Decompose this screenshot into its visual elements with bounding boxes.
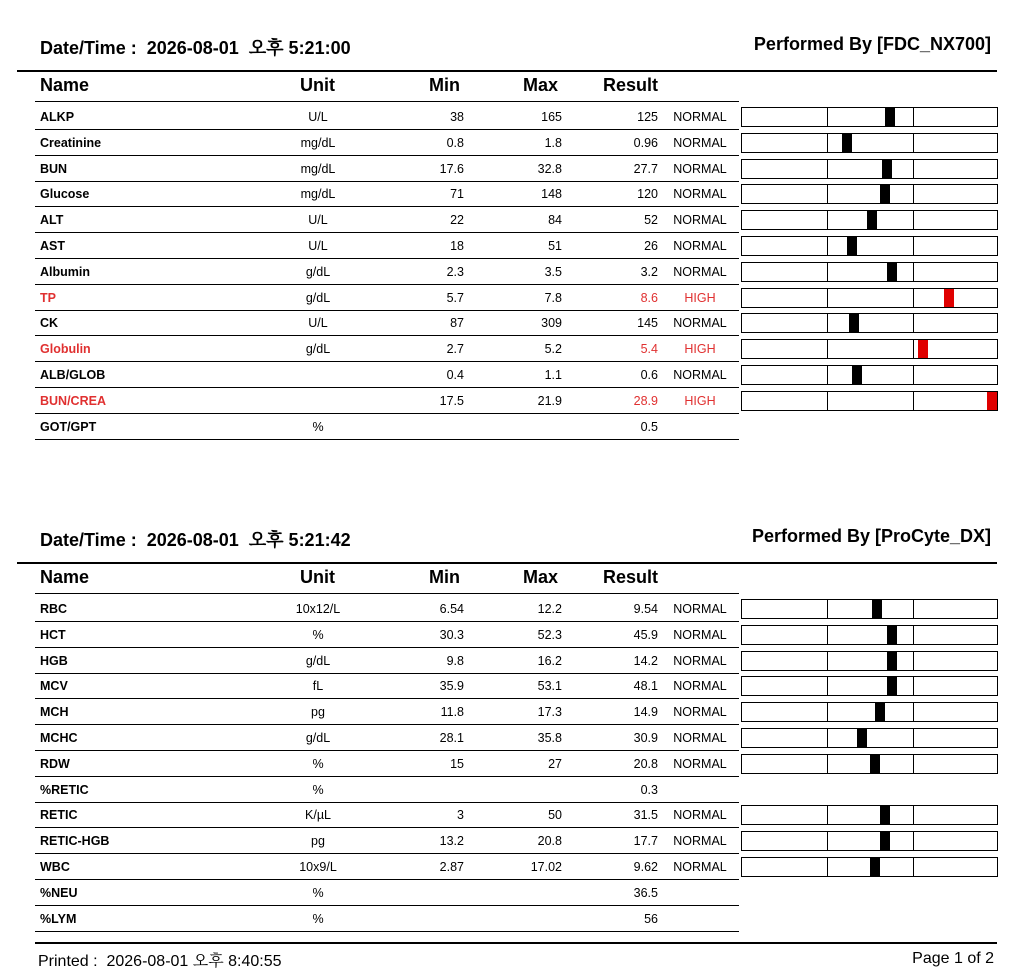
- test-result: 9.54: [633, 602, 658, 616]
- test-result: 56: [644, 911, 658, 926]
- gauge-low-divider: [827, 600, 828, 618]
- range-min: 0.4: [446, 368, 464, 382]
- test-name: RETIC-HGB: [40, 834, 110, 849]
- gauge-low-divider: [827, 677, 828, 695]
- gauge-high-divider: [913, 314, 914, 332]
- range-min: 15: [450, 756, 464, 771]
- gauge-marker: [944, 289, 954, 307]
- gauge-low-divider: [827, 185, 828, 203]
- col-header-name: Name: [40, 567, 90, 587]
- test-unit: mg/dL: [300, 135, 336, 150]
- gauge-marker: [887, 677, 897, 695]
- gauge-low-divider: [827, 160, 828, 178]
- test-name: BUN/CREA: [40, 393, 106, 408]
- result-flag: HIGH: [684, 290, 716, 305]
- test-name: HGB: [40, 653, 68, 668]
- gauge-high-divider: [913, 600, 914, 618]
- result-flag: NORMAL: [673, 705, 727, 720]
- gauge-low-divider: [827, 314, 828, 332]
- range-max: 17.02: [530, 860, 562, 874]
- range-min: 2.87: [439, 860, 464, 874]
- gauge-high-divider: [913, 211, 914, 229]
- result-flag: NORMAL: [673, 756, 727, 771]
- result-flag: NORMAL: [673, 135, 727, 150]
- test-result: 14.2: [633, 653, 658, 668]
- gauge-low-divider: [827, 289, 828, 307]
- test-name: ALB/GLOB: [40, 368, 106, 382]
- test-result: 120: [637, 187, 658, 202]
- test-result: 52: [644, 213, 658, 228]
- range-gauge: [741, 728, 998, 748]
- test-unit: 10x12/L: [295, 602, 341, 616]
- row-divider: [35, 931, 739, 932]
- table-row: [0, 182, 1024, 207]
- test-name: ALT: [40, 213, 64, 228]
- result-flag: NORMAL: [673, 213, 727, 228]
- result-flag: NORMAL: [673, 627, 727, 642]
- test-unit: fL: [312, 679, 324, 694]
- range-gauge: [741, 313, 998, 333]
- col-header-max: Max: [523, 75, 559, 95]
- range-min: 28.1: [439, 731, 464, 745]
- gauge-high-divider: [913, 392, 914, 410]
- gauge-marker: [887, 263, 897, 281]
- range-gauge: [741, 365, 998, 385]
- gauge-high-divider: [913, 729, 914, 747]
- test-name: MCHC: [40, 731, 78, 745]
- table-row: [0, 311, 1024, 336]
- test-name: GOT/GPT: [40, 419, 97, 434]
- test-name: MCV: [40, 679, 68, 694]
- range-min: 22: [450, 213, 464, 228]
- table-row: [0, 286, 1024, 311]
- test-name: CK: [40, 316, 59, 331]
- gauge-high-divider: [913, 652, 914, 670]
- range-gauge: [741, 210, 998, 230]
- table-row: [0, 363, 1024, 388]
- result-flag: NORMAL: [673, 834, 727, 849]
- gauge-marker: [857, 729, 867, 747]
- gauge-high-divider: [913, 289, 914, 307]
- test-result: 3.2: [640, 264, 658, 279]
- range-max: 21.9: [537, 393, 562, 408]
- test-unit: mg/dL: [300, 161, 336, 176]
- test-result: 145: [637, 316, 658, 331]
- range-max: 5.2: [544, 342, 562, 357]
- col-header-min: Min: [429, 567, 460, 587]
- test-unit: %: [312, 782, 324, 797]
- test-result: 125: [637, 110, 658, 124]
- range-min: 30.3: [439, 627, 464, 642]
- range-min: [380, 881, 464, 906]
- gauge-high-divider: [913, 703, 914, 721]
- gauge-marker: [870, 755, 880, 773]
- gauge-low-divider: [827, 108, 828, 126]
- range-gauge: [741, 236, 998, 256]
- table-row: [0, 674, 1024, 699]
- gauge-marker: [885, 108, 895, 126]
- result-flag: NORMAL: [673, 731, 727, 745]
- gauge-low-divider: [827, 858, 828, 876]
- range-min: 17.6: [439, 161, 464, 176]
- test-unit: [268, 389, 368, 414]
- test-name: %LYM: [40, 911, 77, 926]
- gauge-low-divider: [827, 703, 828, 721]
- test-unit: %: [312, 911, 324, 926]
- range-min: [380, 778, 464, 803]
- range-max: 309: [541, 316, 562, 331]
- range-max: 53.1: [537, 679, 562, 694]
- gauge-high-divider: [913, 237, 914, 255]
- range-gauge: [741, 754, 998, 774]
- test-name: BUN: [40, 161, 68, 176]
- range-gauge: [741, 391, 998, 411]
- result-flag: NORMAL: [673, 187, 727, 202]
- gauge-low-divider: [827, 237, 828, 255]
- gauge-low-divider: [827, 729, 828, 747]
- range-min: [380, 907, 464, 932]
- table-row: [0, 855, 1024, 880]
- range-max: [470, 907, 562, 932]
- table-row: [0, 623, 1024, 648]
- report-section: [0, 522, 1024, 952]
- test-result: 9.62: [633, 860, 658, 874]
- gauge-high-divider: [913, 832, 914, 850]
- test-result: 30.9: [633, 731, 658, 745]
- gauge-marker: [875, 703, 885, 721]
- table-row: [0, 803, 1024, 828]
- test-result: 14.9: [633, 705, 658, 720]
- test-name: ALKP: [40, 110, 75, 124]
- table-row: [0, 752, 1024, 777]
- test-name: Glucose: [40, 187, 90, 202]
- range-gauge: [741, 857, 998, 877]
- result-flag: NORMAL: [673, 161, 727, 176]
- table-row: [0, 726, 1024, 751]
- result-flag: NORMAL: [673, 860, 727, 874]
- gauge-high-divider: [913, 134, 914, 152]
- range-max: 1.8: [544, 135, 562, 150]
- range-max: 16.2: [537, 653, 562, 668]
- range-gauge: [741, 288, 998, 308]
- range-max: 35.8: [537, 731, 562, 745]
- gauge-marker: [880, 832, 890, 850]
- gauge-high-divider: [913, 858, 914, 876]
- range-min: 38: [450, 110, 464, 124]
- col-header-name: Name: [40, 75, 90, 95]
- col-header-result: Result: [603, 75, 659, 95]
- gauge-high-divider: [913, 263, 914, 281]
- range-min: 35.9: [439, 679, 464, 694]
- test-unit: mg/dL: [300, 187, 336, 202]
- test-result: 27.7: [633, 161, 658, 176]
- gauge-low-divider: [827, 832, 828, 850]
- range-gauge: [741, 262, 998, 282]
- range-max: [470, 778, 562, 803]
- result-flag: NORMAL: [673, 808, 727, 823]
- result-flag: NORMAL: [673, 239, 727, 253]
- gauge-high-divider: [913, 108, 914, 126]
- result-flag: HIGH: [684, 393, 716, 408]
- result-flag: [664, 415, 736, 440]
- range-gauge: [741, 651, 998, 671]
- test-unit: U/L: [308, 110, 328, 124]
- table-row: [0, 881, 1024, 906]
- range-max: 17.3: [537, 705, 562, 720]
- test-result: 28.9: [633, 393, 658, 408]
- range-min: 9.8: [446, 653, 464, 668]
- range-max: 148: [541, 187, 562, 202]
- range-min: 13.2: [439, 834, 464, 849]
- gauge-marker: [918, 340, 928, 358]
- test-result: 26: [644, 239, 658, 253]
- test-name: RBC: [40, 602, 68, 616]
- table-row: [0, 389, 1024, 414]
- range-max: 20.8: [537, 834, 562, 849]
- range-gauge: [741, 107, 998, 127]
- gauge-low-divider: [827, 211, 828, 229]
- test-unit: [268, 363, 368, 388]
- test-result: 5.4: [640, 342, 658, 357]
- result-flag: HIGH: [684, 342, 716, 357]
- test-name: %RETIC: [40, 782, 89, 797]
- test-result: 31.5: [633, 808, 658, 823]
- range-max: 1.1: [544, 368, 562, 382]
- col-header-unit: Unit: [300, 567, 335, 587]
- test-result: 20.8: [633, 756, 658, 771]
- test-unit: pg: [311, 705, 325, 720]
- gauge-marker: [870, 858, 880, 876]
- gauge-marker: [880, 806, 890, 824]
- range-gauge: [741, 625, 998, 645]
- range-max: 32.8: [537, 161, 562, 176]
- result-flag: NORMAL: [673, 110, 727, 124]
- test-name: RDW: [40, 756, 70, 771]
- row-divider: [35, 439, 739, 440]
- gauge-high-divider: [913, 806, 914, 824]
- range-gauge: [741, 676, 998, 696]
- gauge-marker: [880, 185, 890, 203]
- gauge-high-divider: [913, 626, 914, 644]
- range-max: 27: [548, 756, 562, 771]
- test-unit: %: [312, 885, 324, 900]
- test-result: 0.6: [640, 368, 658, 382]
- range-gauge: [741, 159, 998, 179]
- test-name: Globulin: [40, 342, 91, 357]
- gauge-low-divider: [827, 340, 828, 358]
- test-unit: K/µL: [305, 808, 331, 823]
- test-name: Albumin: [40, 264, 90, 279]
- range-min: 0.8: [446, 135, 464, 150]
- range-gauge: [741, 133, 998, 153]
- test-name: HCT: [40, 627, 66, 642]
- range-gauge: [741, 184, 998, 204]
- test-result: 0.3: [640, 782, 658, 797]
- range-min: 18: [450, 239, 464, 253]
- test-unit: g/dL: [305, 653, 331, 668]
- result-flag: NORMAL: [673, 679, 727, 694]
- result-flag: [664, 778, 736, 803]
- test-unit: %: [312, 419, 324, 434]
- range-min: 17.5: [439, 393, 464, 408]
- gauge-marker: [852, 366, 862, 384]
- test-result: 8.6: [640, 290, 658, 305]
- test-result: 17.7: [633, 834, 658, 849]
- table-row: [0, 208, 1024, 233]
- gauge-marker: [887, 652, 897, 670]
- test-unit: U/L: [308, 213, 328, 228]
- result-flag: [664, 907, 736, 932]
- range-max: 3.5: [544, 264, 562, 279]
- performed-by: Performed By [FDC_NX700]: [753, 34, 991, 54]
- col-header-max: Max: [523, 567, 559, 587]
- col-header-unit: Unit: [300, 75, 335, 95]
- test-result: 48.1: [633, 679, 658, 694]
- range-gauge: [741, 702, 998, 722]
- gauge-low-divider: [827, 806, 828, 824]
- range-gauge: [741, 805, 998, 825]
- subheader-divider: [35, 101, 739, 102]
- test-unit: 10x9/L: [299, 860, 337, 874]
- gauge-high-divider: [913, 185, 914, 203]
- gauge-marker: [887, 626, 897, 644]
- test-unit: %: [312, 756, 324, 771]
- gauge-low-divider: [827, 652, 828, 670]
- col-header-result: Result: [603, 567, 659, 587]
- test-unit: g/dL: [305, 290, 331, 305]
- range-max: 7.8: [544, 290, 562, 305]
- test-name: WBC: [40, 860, 70, 874]
- gauge-high-divider: [913, 366, 914, 384]
- table-row: [0, 234, 1024, 259]
- table-row: [0, 649, 1024, 674]
- performed-by: Performed By [ProCyte_DX]: [751, 526, 991, 546]
- table-row: [0, 157, 1024, 182]
- test-name: RETIC: [40, 808, 78, 823]
- gauge-low-divider: [827, 392, 828, 410]
- table-row: [0, 597, 1024, 622]
- result-flag: NORMAL: [673, 602, 727, 616]
- gauge-marker: [842, 134, 852, 152]
- gauge-marker: [847, 237, 857, 255]
- gauge-low-divider: [827, 366, 828, 384]
- range-gauge: [741, 339, 998, 359]
- gauge-low-divider: [827, 626, 828, 644]
- test-unit: U/L: [308, 316, 328, 331]
- range-max: 165: [541, 110, 562, 124]
- footer-divider: [35, 942, 997, 944]
- page-number: Page 1 of 2: [912, 950, 994, 967]
- test-unit: g/dL: [305, 264, 331, 279]
- test-unit: %: [312, 627, 324, 642]
- result-flag: [664, 881, 736, 906]
- range-max: 51: [548, 239, 562, 253]
- test-unit: g/dL: [305, 342, 331, 357]
- test-result: 45.9: [633, 627, 658, 642]
- range-min: 5.7: [446, 290, 464, 305]
- result-flag: NORMAL: [673, 316, 727, 331]
- range-min: 71: [450, 187, 464, 202]
- report-datetime: Date/Time : 2026-08-01 오후 5:21:00: [40, 38, 351, 58]
- test-name: AST: [40, 239, 65, 253]
- range-max: 50: [548, 808, 562, 823]
- range-max: 12.2: [537, 602, 562, 616]
- table-row: [0, 105, 1024, 130]
- table-row: [0, 131, 1024, 156]
- table-row: [0, 260, 1024, 285]
- range-min: [380, 415, 464, 440]
- table-row: [0, 907, 1024, 932]
- range-min: 6.54: [439, 602, 464, 616]
- gauge-marker: [849, 314, 859, 332]
- table-row: [0, 700, 1024, 725]
- gauge-high-divider: [913, 677, 914, 695]
- result-flag: NORMAL: [673, 264, 727, 279]
- test-result: 0.96: [633, 135, 658, 150]
- report-datetime: Date/Time : 2026-08-01 오후 5:21:42: [40, 530, 351, 550]
- result-flag: NORMAL: [673, 368, 727, 382]
- gauge-marker: [987, 392, 997, 410]
- gauge-high-divider: [913, 340, 914, 358]
- gauge-marker: [872, 600, 882, 618]
- test-unit: g/dL: [305, 731, 331, 745]
- range-max: 52.3: [537, 627, 562, 642]
- range-max: 84: [548, 213, 562, 228]
- range-gauge: [741, 831, 998, 851]
- range-max: [470, 881, 562, 906]
- range-gauge: [741, 599, 998, 619]
- header-divider: [17, 562, 997, 564]
- header-divider: [17, 70, 997, 72]
- subheader-divider: [35, 593, 739, 594]
- test-result: 0.5: [640, 419, 658, 434]
- gauge-low-divider: [827, 755, 828, 773]
- gauge-high-divider: [913, 755, 914, 773]
- range-min: 2.3: [446, 264, 464, 279]
- gauge-low-divider: [827, 134, 828, 152]
- table-row: [0, 829, 1024, 854]
- range-max: [470, 415, 562, 440]
- test-result: 36.5: [633, 885, 658, 900]
- gauge-low-divider: [827, 263, 828, 281]
- test-unit: U/L: [308, 239, 328, 253]
- col-header-min: Min: [429, 75, 460, 95]
- test-unit: pg: [311, 834, 325, 849]
- table-row: [0, 415, 1024, 440]
- gauge-high-divider: [913, 160, 914, 178]
- range-min: 87: [450, 316, 464, 331]
- test-name: Creatinine: [40, 135, 102, 150]
- table-row: [0, 337, 1024, 362]
- range-min: 2.7: [446, 342, 464, 357]
- result-flag: NORMAL: [673, 653, 727, 668]
- table-row: [0, 778, 1024, 803]
- gauge-marker: [867, 211, 877, 229]
- test-name: %NEU: [40, 885, 78, 900]
- test-name: TP: [40, 290, 56, 305]
- test-name: MCH: [40, 705, 69, 720]
- printed-timestamp: Printed : 2026-08-01 오후 8:40:55: [38, 953, 282, 970]
- range-min: 11.8: [440, 705, 464, 720]
- report-section: [0, 30, 1024, 460]
- gauge-marker: [882, 160, 892, 178]
- range-min: 3: [457, 808, 464, 823]
